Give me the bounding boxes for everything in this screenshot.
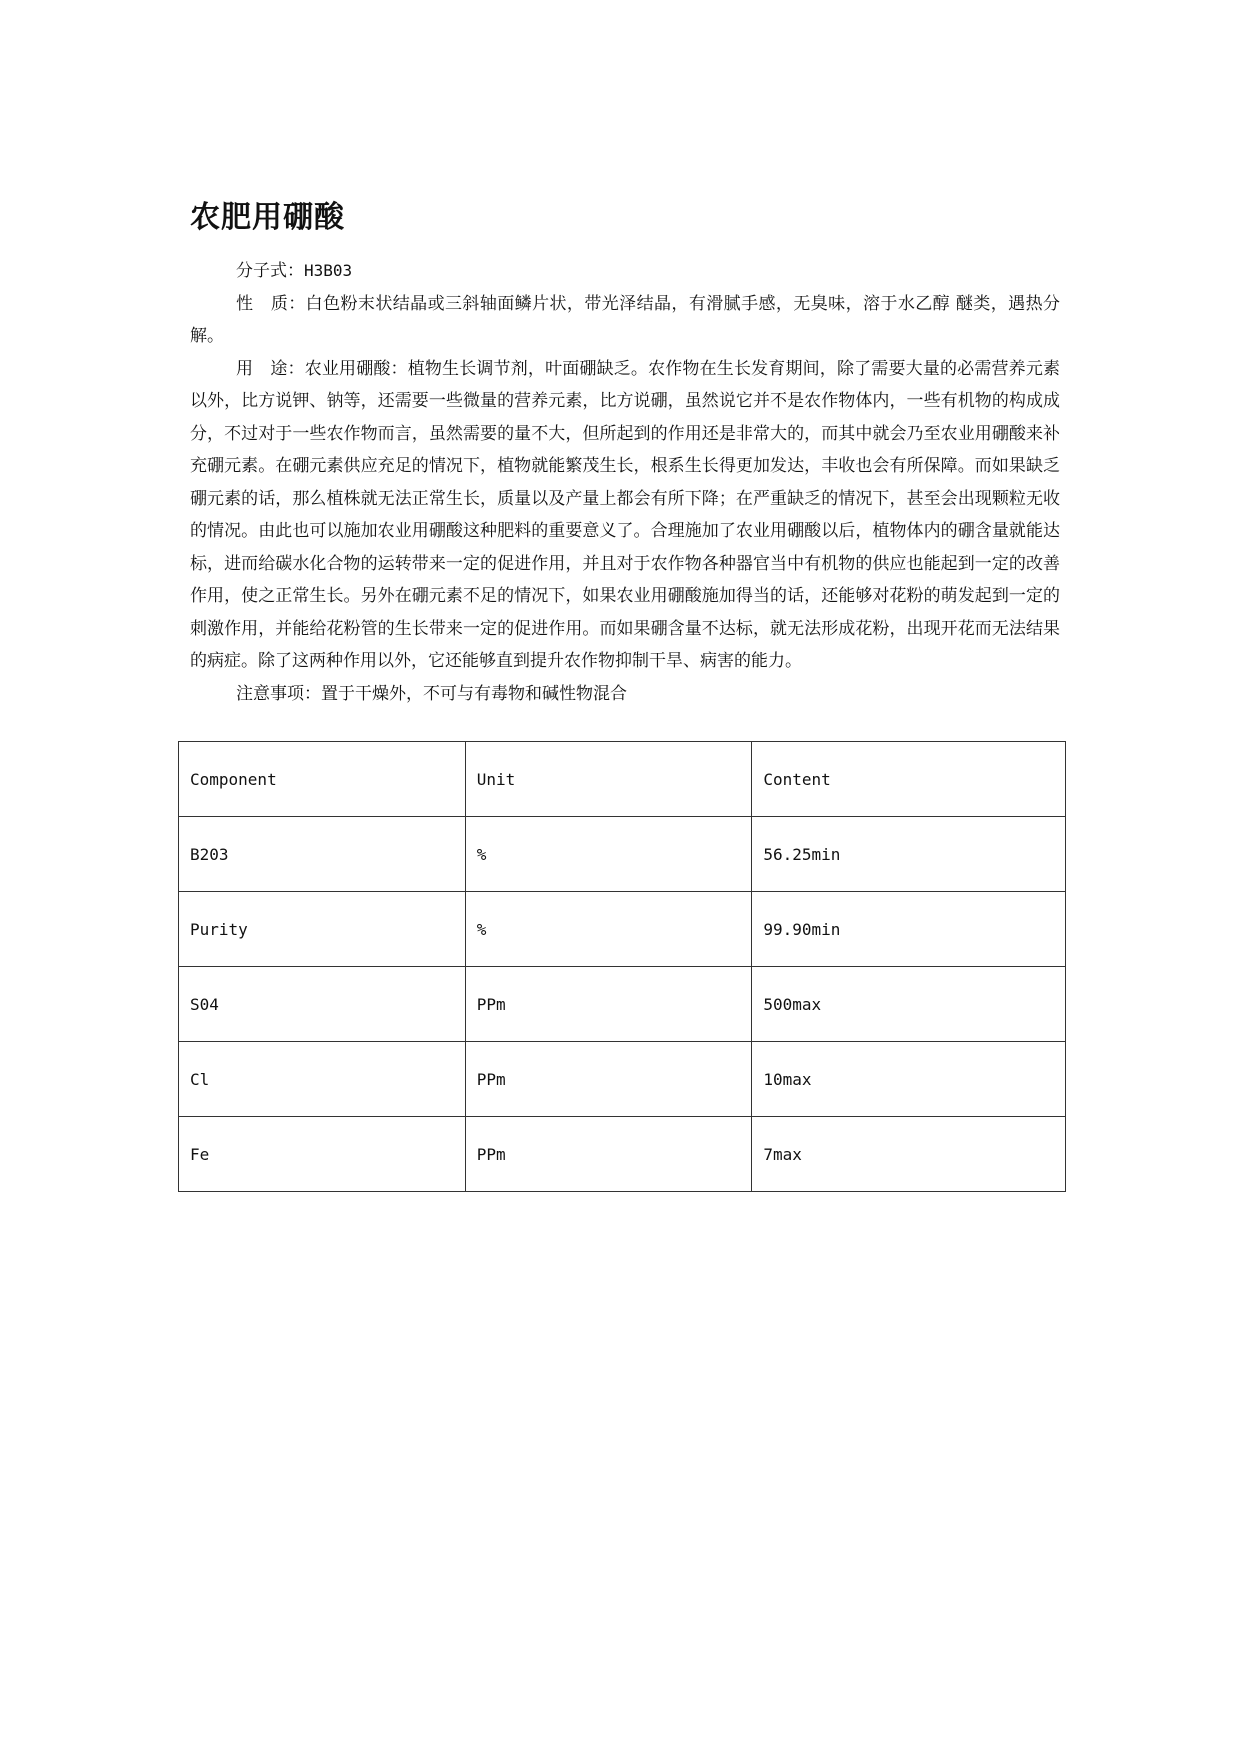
cell-unit: PPm: [465, 1042, 752, 1117]
header-unit: Unit: [465, 742, 752, 817]
properties-paragraph: [190, 288, 1060, 353]
notes-text: 置于干燥外，不可与有毒物和碱性物混合: [321, 683, 627, 704]
table-row: [179, 892, 1066, 967]
table-row: [179, 1117, 1066, 1192]
header-component: Component: [179, 742, 466, 817]
table-row: [179, 817, 1066, 892]
usage-paragraph: [190, 353, 1060, 678]
cell-component: Fe: [179, 1117, 466, 1192]
formula-value: H3B03: [304, 261, 353, 280]
table-row: [179, 967, 1066, 1042]
cell-unit: PPm: [465, 1117, 752, 1192]
cell-unit: PPm: [465, 967, 752, 1042]
usage-label: 用 途：: [236, 358, 305, 379]
table-header-row: [179, 742, 1066, 817]
cell-content: 500max: [752, 967, 1066, 1042]
properties-text: 白色粉末状结晶或三斜轴面鳞片状，带光泽结晶，有滑腻手感，无臭味，溶于水乙醇 醚类，遇热分解。: [190, 293, 1060, 346]
properties-label: 性 质：: [236, 293, 306, 314]
cell-component: Cl: [179, 1042, 466, 1117]
specification-table: [178, 741, 1066, 1192]
cell-unit: %: [465, 892, 752, 967]
usage-text: 农业用硼酸：植物生长调节剂，叶面硼缺乏。农作物在生长发育期间，除了需要大量的必需营养元素以外，比方说钾、钠等，还需要一些微量的营养元素，比方说硼，虽然说它并不是农作物体内，一些有机物的构成成分，不过对于一些农作物而言，虽然需要的量不大，但所起到的作用还是非常大的，而其中就会乃至农业用硼酸来补充硼元素。在硼元素供应充足的情况下，植物就能繁茂生长，根系生长得更加发达，丰收也会有所保障。而如果缺乏硼元素的话，那么植株就无法正常生长，质量以及产量上都会有所下降；在严重缺乏的情况下，甚至会出现颗粒无收的情况。由此也可以施加农业用硼酸这种肥料的重要意义了。合理施加了农业用硼酸以后，植物体内的硼含量就能达标，进而给碳水化合物的运转带来一定的促进作用，并且对于农作物各种器官当中有机物的供应也能起到一定的改善作用，使之正常生长。另外在硼元素不足的情况下，如果农业用硼酸施加得当的话，还能够对花粉的萌发起到一定的刺激作用，并能给花粉管的生长带来一定的促进作用。而如果硼含量不达标，就无法形成花粉，出现开花而无法结果的病症。除了这两种作用以外，它还能够直到提升农作物抑制干旱、病害的能力。: [190, 358, 1061, 671]
notes-label: 注意事项：: [236, 683, 321, 704]
header-content: Content: [752, 742, 1066, 817]
cell-component: Purity: [179, 892, 466, 967]
formula-label: 分子式：: [236, 261, 304, 281]
cell-content: 99.90min: [752, 892, 1066, 967]
notes-paragraph: [190, 678, 1060, 711]
cell-component: B203: [179, 817, 466, 892]
table-row: [179, 1042, 1066, 1117]
cell-content: 56.25min: [752, 817, 1066, 892]
cell-content: 7max: [752, 1117, 1066, 1192]
cell-component: S04: [179, 967, 466, 1042]
document-body: [190, 255, 1060, 710]
cell-unit: %: [465, 817, 752, 892]
page-title: 农肥用硼酸: [190, 200, 345, 235]
formula-paragraph: [190, 255, 1060, 288]
cell-content: 10max: [752, 1042, 1066, 1117]
